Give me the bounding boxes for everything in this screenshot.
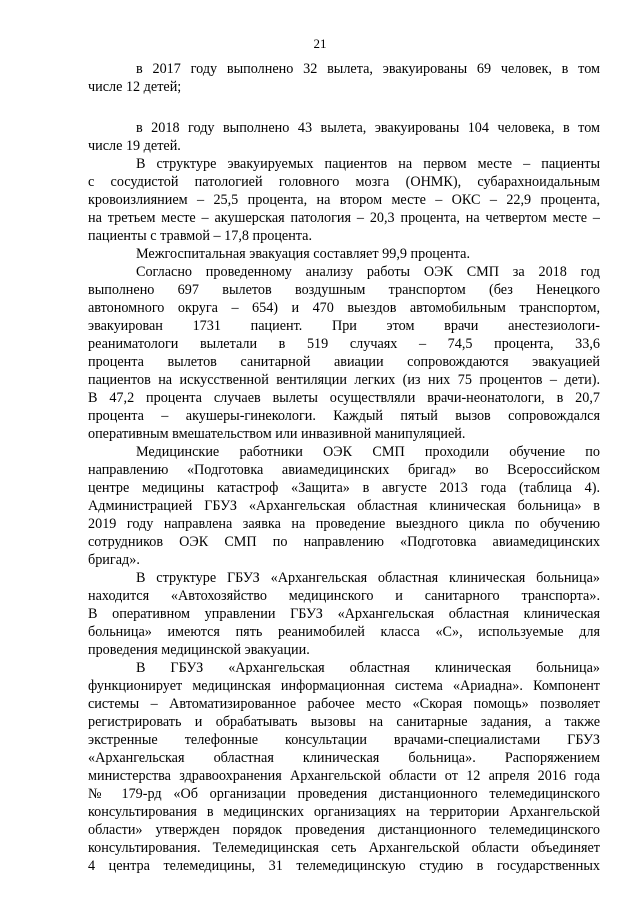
text-line: Администрацией ГБУЗ «Архангельская областная клиническая больница» в xyxy=(88,498,600,514)
text-line: консультирования в медицинских организациях на территории Архангельской xyxy=(88,804,600,820)
text-line: министерства здравоохранения Архангельской области от 12 апреля 2016 года xyxy=(88,768,600,784)
text-line: Межгоспитальная эвакуация составляет 99,9 процента. xyxy=(136,246,471,262)
text-line: 4 центра телемедицины, 31 телемедицинскую студию в государственных xyxy=(88,858,600,874)
text-line: пациенты с травмой – 17,8 процента. xyxy=(88,228,313,244)
text-fragment: реаниматологи вылетали xyxy=(88,336,258,352)
text-line: Согласно проведенному анализу работы ОЭК СМП за 2018 год xyxy=(136,264,600,280)
text-line: автономного округа – 654) и 470 выездов автомобильным транспортом, xyxy=(88,300,600,316)
text-fragment: в 519 случаях – 74,5 процента, 33,6 xyxy=(278,336,600,352)
text-line: В ГБУЗ «Архангельская областная клиническая больница» xyxy=(136,660,600,676)
text-line: направлению «Подготовка авиамедицинских бригад» во Всероссийском xyxy=(88,462,600,478)
text-fragment: эвакуирован xyxy=(88,318,163,334)
text-line: оперативным вмешательством или инвазивной манипуляцией. xyxy=(88,426,466,442)
document-body xyxy=(88,60,600,875)
text-line: в 2017 году выполнено 32 вылета, эвакуированы 69 человек, в том xyxy=(136,61,600,77)
text-line: процента вылетов санитарной авиации сопровождаются эвакуацией xyxy=(88,354,600,370)
text-fragment: 1731 пациент. При этом врачи анестезиологи- xyxy=(192,318,600,334)
text-line: числе 19 детей. xyxy=(88,138,181,154)
text-line: проведения медицинской эвакуации. xyxy=(88,642,310,658)
text-line: бригад». xyxy=(88,552,140,568)
text-line: В оперативном управлении ГБУЗ «Архангельская областная клиническая xyxy=(88,606,600,622)
text-line: центре медицины катастроф «Защита» в августе 2013 года (таблица 4). xyxy=(88,480,600,496)
text-line: пациентов на искусственной вентиляции легких (из них 75 процентов – дети). xyxy=(88,372,600,388)
text-line: на третьем месте – акушерская патология – 20,3 процента, на четвертом месте – xyxy=(88,210,600,226)
text-line: В 47,2 процента случаев вылеты осуществляли врачи-неонатологи, в 20,7 xyxy=(88,390,600,406)
text-line: функционирует медицинская информационная система «Ариадна». Компонент xyxy=(88,678,600,694)
text-line: консультирования. Телемедицинская сеть Архангельской области объединяет xyxy=(88,840,600,856)
text-line: экстренные телефонные консультации врачами-специалистами ГБУЗ xyxy=(88,732,600,748)
text-line: в 2018 году выполнено 43 вылета, эвакуированы 104 человека, в том xyxy=(136,120,600,136)
text-line xyxy=(88,335,600,353)
text-line: «Архангельская областная клиническая больница». Распоряжением xyxy=(88,750,600,766)
text-line: области» утвержден порядок проведения дистанционного телемедицинского xyxy=(88,822,600,838)
paragraph-gap xyxy=(88,96,600,119)
text-line: кровоизлиянием – 25,5 процента, на втором месте – ОКС – 22,9 процента, xyxy=(88,192,600,208)
text-line xyxy=(88,317,600,335)
text-line: системы – Автоматизированное рабочее место «Скорая помощь» позволяет xyxy=(88,696,600,712)
text-line: сотрудников ОЭК СМП по направлению «Подготовка авиамедицинских xyxy=(88,534,600,550)
text-line: числе 12 детей; xyxy=(88,79,182,95)
text-line: 2019 году направлена заявка на проведение выездного цикла по обучению xyxy=(88,516,600,532)
text-line: В структуре эвакуируемых пациентов на первом месте – пациенты xyxy=(136,156,600,172)
text-line: с сосудистой патологией головного мозга (ОНМК), субарахноидальным xyxy=(88,174,600,190)
text-line: находится «Автохозяйство медицинского и санитарного транспорта». xyxy=(88,588,600,604)
text-line: выполнено 697 вылетов воздушным транспортом (без Ненецкого xyxy=(88,282,600,298)
text-line: больница» имеются пять реанимобилей класса «С», используемые для xyxy=(88,624,600,640)
text-line xyxy=(88,785,600,803)
text-line: В структуре ГБУЗ «Архангельская областная клиническая больница» xyxy=(136,570,600,586)
text-line: регистрировать и обрабатывать вызовы на санитарные задания, а также xyxy=(88,714,600,730)
text-line: Медицинские работники ОЭК СМП проходили обучение по xyxy=(136,444,600,460)
text-line: процента – акушеры-гинекологи. Каждый пятый вызов сопровождался xyxy=(88,408,600,424)
page-number: 21 xyxy=(313,36,327,51)
text-fragment: «Об организации проведения дистанционного телемедицинского xyxy=(173,786,600,802)
text-fragment: № 179-рд xyxy=(88,786,162,802)
